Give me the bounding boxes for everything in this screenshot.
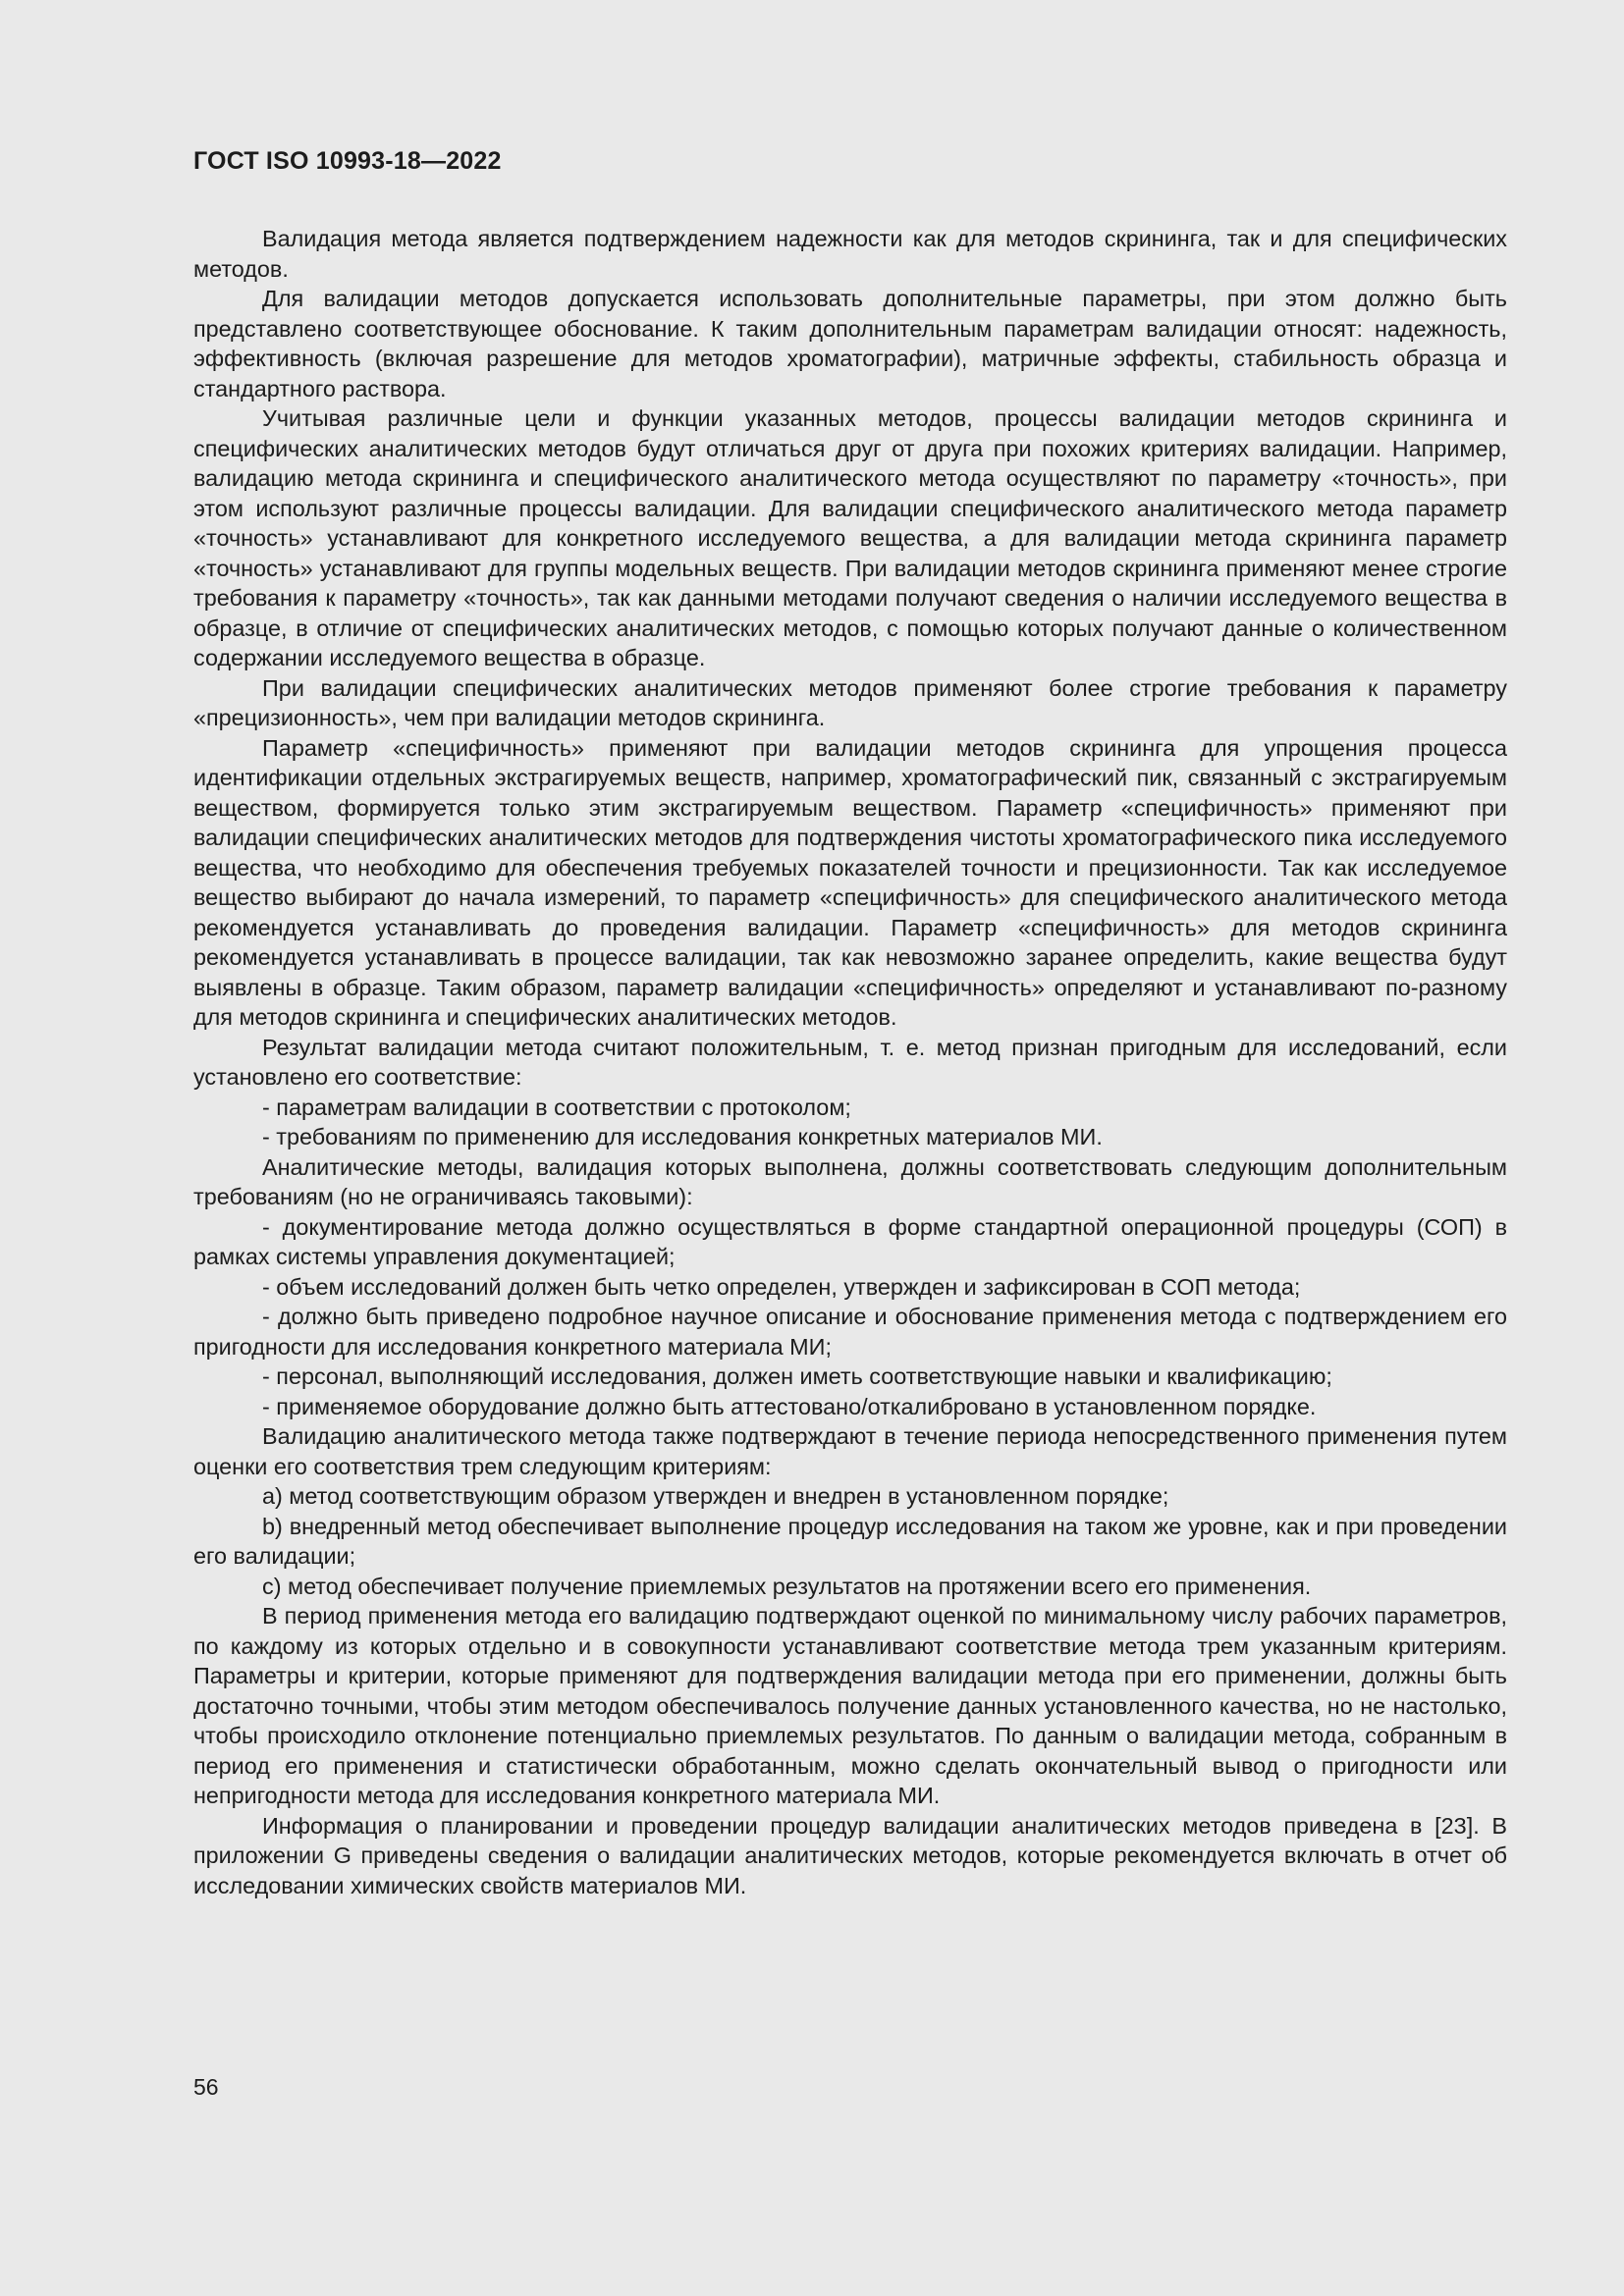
list-item: c) метод обеспечивает получение приемлемых результатов на протяжении всего его применения. xyxy=(262,1573,1312,1599)
document-header: ГОСТ ISO 10993-18—2022 xyxy=(193,147,502,175)
paragraph: Информация о планировании и проведении процедур валидации аналитических методов приведена в [23]. В приложении G приведены сведения о валидации аналитических методов, которые рекомендуется включать в отчет об исследовании химических свойств материалов МИ. xyxy=(193,1812,1507,1898)
document-body xyxy=(193,224,1507,1900)
paragraph: Валидацию аналитического метода также подтверждают в течение периода непосредственного применения путем оценки его соответствия трем следующим критериям: xyxy=(193,1423,1507,1479)
paragraph: В период применения метода его валидацию подтверждают оценкой по минимальному числу рабочих параметров, по каждому из которых отдельно и в совокупности устанавливают соответствие метода трем указанным критериям. Параметры и критерии, которые применяют для подтверждения валидации метода при его применении, должны быть достаточно точными, чтобы этим методом обеспечивалось получение данных установленного качества, но не настолько, чтобы происходило отклонение потенциально приемлемых результатов. По данным о валидации метода, собранным в период его применения и статистически обработанным, можно сделать окончательный вывод о пригодности или непригодности метода для исследования конкретного материала МИ. xyxy=(193,1603,1507,1808)
list-item: b) внедренный метод обеспечивает выполнение процедур исследования на таком же уровне, как и при проведении его валидации; xyxy=(193,1513,1507,1569)
paragraph: Параметр «специфичность» применяют при валидации методов скрининга для упрощения процесса идентификации отдельных экстрагируемых веществ, например, хроматографический пик, связанный с экстрагируемым веществом, формируется только этим экстрагируемым веществом. Параметр «специфичность» применяют при валидации специфических аналитических методов для подтверждения чистоты хроматографического пика исследуемого вещества, что необходимо для обеспечения требуемых показателей точности и прецизионности. Так как исследуемое вещество выбирают до начала измерений, то параметр «специфичность» для специфического аналитического метода рекомендуется устанавливать до проведения валидации. Параметр «специфичность» для методов скрининга рекомендуется устанавливать в процессе валидации, так как невозможно заранее определить, какие вещества будут выявлены в образце. Таким образом, параметр валидации «специфичность» определяют и устанавливают по-разному для методов скрининга и специфических аналитических методов. xyxy=(193,734,1507,1030)
list-item: - должно быть приведено подробное научное описание и обоснование применения метода с подтверждением его пригодности для исследования конкретного материала МИ; xyxy=(193,1304,1507,1360)
paragraph: При валидации специфических аналитических методов применяют более строгие требования к параметру «прецизионность», чем при валидации методов скрининга. xyxy=(193,674,1507,730)
list-item: - персонал, выполняющий исследования, должен иметь соответствующие навыки и квалификацию; xyxy=(262,1363,1332,1389)
paragraph: Учитывая различные цели и функции указанных методов, процессы валидации методов скрининга и специфических аналитических методов будут отличаться друг от друга при похожих критериях валидации. Например, валидацию метода скрининга и специфического аналитического метода осуществляют по параметру «точность», при этом используют различные процессы валидации. Для валидации специфического аналитического метода параметр «точность» устанавливают для конкретного исследуемого вещества, а для валидации метода скрининга параметр «точность» устанавливают для группы модельных веществ. При валидации методов скрининга применяют менее строгие требования к параметру «точность», так как данными методами получают сведения о наличии исследуемого вещества в образце, в отличие от специфических аналитических методов, с помощью которых получают данные о количественном содержании исследуемого вещества в образце. xyxy=(193,405,1507,670)
list-item: - документирование метода должно осуществляться в форме стандартной операционной процедуры (СОП) в рамках системы управления документацией; xyxy=(193,1213,1507,1269)
paragraph: Аналитические методы, валидация которых выполнена, должны соответствовать следующим дополнительным требованиям (но не ограничиваясь таковыми): xyxy=(193,1153,1507,1209)
list-item: - параметрам валидации в соответствии с протоколом; xyxy=(262,1094,851,1120)
list-item: - требованиям по применению для исследования конкретных материалов МИ. xyxy=(262,1124,1103,1149)
paragraph: Результат валидации метода считают положительным, т. е. метод признан пригодным для исследований, если установлено его соответствие: xyxy=(193,1034,1507,1090)
list-item: - объем исследований должен быть четко определен, утвержден и зафиксирован в СОП метода; xyxy=(262,1273,1301,1300)
paragraph: Для валидации методов допускается использовать дополнительные параметры, при этом должно быть представлено соответствующее обоснование. К таким дополнительным параметрам валидации относят: надежность, эффективность (включая разрешение для методов хроматографии), матричные эффекты, стабильность образца и стандартного раствора. xyxy=(193,286,1507,401)
paragraph: Валидация метода является подтверждением надежности как для методов скрининга, так и для специфических методов. xyxy=(193,226,1507,282)
list-item: a) метод соответствующим образом утвержден и внедрен в установленном порядке; xyxy=(262,1483,1169,1509)
page-number: 56 xyxy=(193,2074,219,2100)
list-item: - применяемое оборудование должно быть аттестовано/откалибровано в установленном порядке. xyxy=(262,1393,1317,1419)
